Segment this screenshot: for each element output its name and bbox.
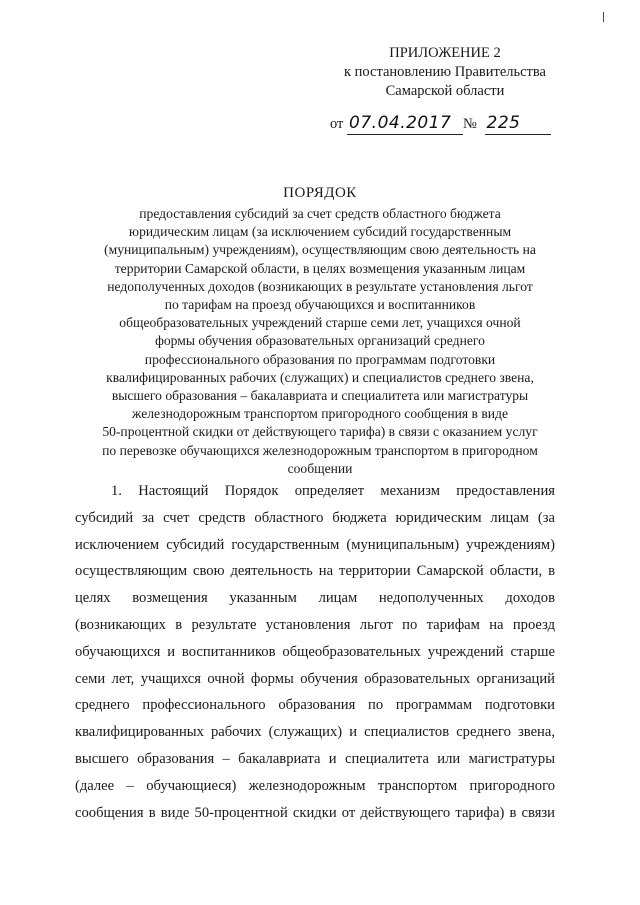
subtitle-line: профессионального образования по программам подготовки — [144, 351, 496, 367]
body-line: 1. Настоящий Порядок определяет механизм предоставления — [111, 483, 555, 499]
document-subtitle — [70, 205, 570, 478]
handwritten-date: 07.04.2017 — [347, 112, 463, 135]
number-sign: № — [463, 116, 477, 132]
subtitle-line: предоставления субсидий за счет средств областного бюджета — [139, 206, 501, 221]
subtitle-line: формы обучения образовательных организаций среднего — [155, 333, 485, 349]
subtitle-line: железнодорожным транспортом пригородного сообщения в виде — [132, 406, 508, 422]
date-prefix: от — [330, 116, 344, 132]
document-title: ПОРЯДОК — [283, 185, 357, 201]
decree-date-number — [330, 112, 551, 135]
handwritten-number: 225 — [485, 112, 551, 135]
body-line: (возникающих в результате установления льгот по тарифам на проезд — [75, 616, 555, 633]
subtitle-line: недополученных доходов (возникающих в результате установления льгот — [107, 278, 533, 294]
subtitle-line: по тарифам на проезд обучающихся и воспитанников — [164, 297, 476, 313]
subtitle-line: высшего образования – бакалавриата и специалитета или магистратуры — [111, 388, 529, 404]
subtitle-line: (муниципальным) учреждениям), осуществляющим свою деятельность на — [104, 242, 536, 258]
subtitle-line: общеобразовательных учреждений старше семи лет, учащихся очной — [119, 315, 521, 331]
body-line: осуществляющим свою деятельность на территории Самарской области, в — [75, 563, 555, 580]
appendix-region-line: Самарской области — [385, 83, 505, 99]
body-line: (далее – обучающиеся) железнодорожным транспортом пригородного — [75, 777, 555, 794]
body-line: обучающихся и воспитанников общеобразовательных учреждений старше — [75, 643, 555, 660]
body-line: сообщения в виде 50-процентной скидки от действующего тарифа) в связи — [75, 804, 555, 821]
body-line: целях возмещения указанным лицам недополученных доходов — [75, 590, 555, 607]
subtitle-line: по перевозке обучающихся железнодорожным транспортом в пригородном — [102, 442, 538, 458]
body-line: семи лет, учащихся очной формы обучения образовательных организаций — [75, 670, 555, 687]
subtitle-line: юридическим лицам (за исключением субсидий государственным — [128, 224, 512, 240]
subtitle-line: территории Самарской области, в целях возмещения указанным лицам — [114, 260, 526, 276]
body-line: высшего образования – бакалавриата и специалитета или магистратуры — [75, 750, 555, 767]
appendix-header — [320, 44, 570, 101]
scan-artifact — [603, 12, 604, 22]
appendix-title: ПРИЛОЖЕНИЕ 2 — [389, 45, 501, 61]
body-line: квалифицированных рабочих (служащих) и специалистов среднего звена, — [75, 724, 555, 741]
subtitle-line: квалифицированных рабочих (служащих) и специалистов среднего звена, — [106, 369, 534, 385]
body-line: исключением субсидий государственным (муниципальным) учреждениям) — [75, 536, 555, 553]
body-line: субсидий за счет средств областного бюджета юридическим лицам (за — [75, 509, 555, 526]
subtitle-line: сообщении — [287, 460, 353, 476]
subtitle-line: 50-процентной скидки от действующего тарифа) в связи с оказанием услуг — [102, 424, 538, 440]
document-body — [75, 478, 555, 826]
body-line: среднего профессионального образования по программам подготовки — [75, 697, 555, 714]
appendix-decree-line: к постановлению Правительства — [344, 64, 546, 80]
